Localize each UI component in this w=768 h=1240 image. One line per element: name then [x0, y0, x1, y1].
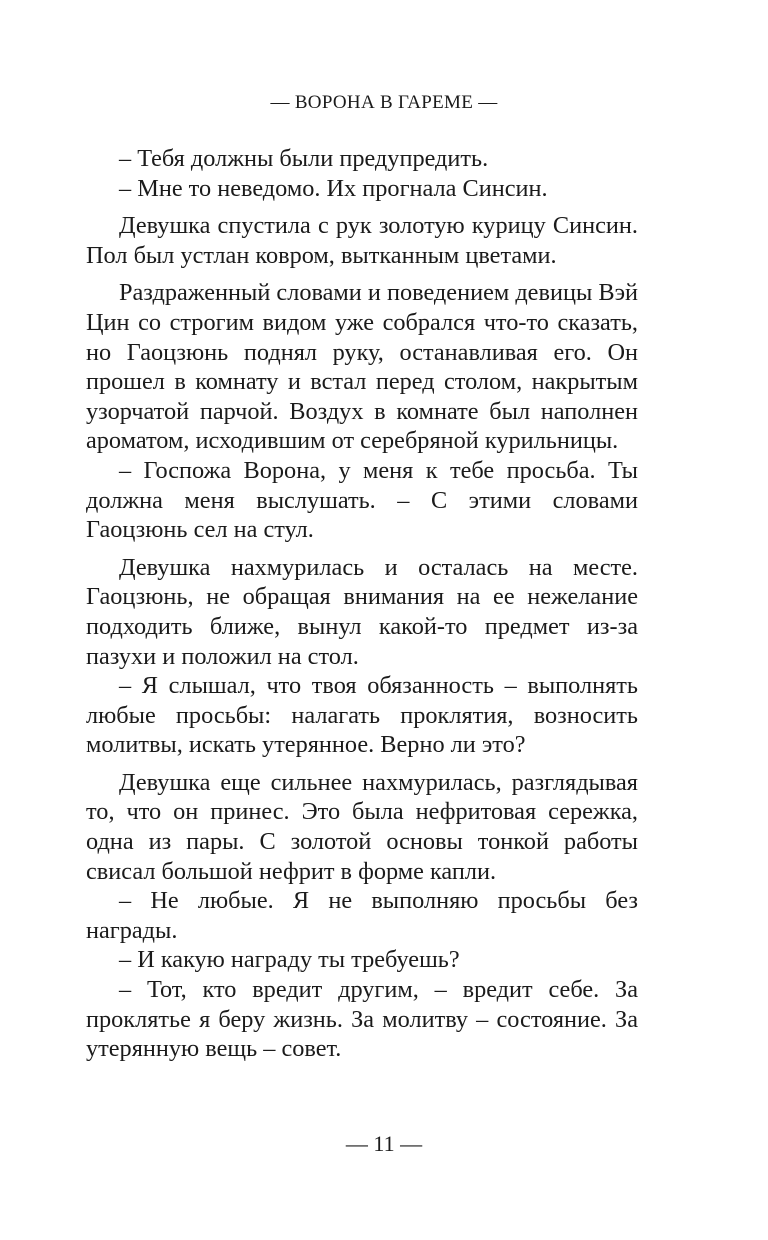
- paragraph: – Мне то неведомо. Их прогнала Синсин.: [119, 174, 548, 202]
- paragraph: – Я слышал, что твоя обязанность – выполнять любые просьбы: налагать проклятия, возносить молитвы, искать утерянное. Верно ли это?: [86, 672, 638, 759]
- paragraph: – Тот, кто вредит другим, – вредит себе. За проклятье я беру жизнь. За молитву – состояние. За утерянную вещь – совет.: [86, 976, 638, 1063]
- paragraph: – Госпожа Ворона, у меня к тебе просьба. Ты должна меня выслушать. – С этими словами Гаоцзюнь сел на стул.: [86, 456, 638, 544]
- page-number: — 11 —: [345, 1131, 423, 1156]
- paragraph: – Не любые. Я не выполняю просьбы без награды.: [86, 887, 638, 944]
- running-header: — ВОРОНА В ГАРЕМЕ —: [270, 92, 498, 113]
- paragraph: Девушка еще сильнее нахмурилась, разглядывая то, что он принес. Это была нефритовая сережка, одна из пары. С золотой основы тонкой работы свисал большой нефрит в форме капли.: [86, 768, 638, 885]
- paragraph: – И какую награду ты требуешь?: [119, 946, 460, 974]
- body-text: [86, 144, 638, 1064]
- paragraph: Девушка нахмурилась и осталась на месте. Гаоцзюнь, не обращая внимания на ее нежелание подходить ближе, вынул какой-то предмет из-за пазухи и положил на стол.: [86, 553, 638, 670]
- paragraph: Раздраженный словами и поведением девицы Вэй Цин со строгим видом уже собрался что-то сказать, но Гаоцзюнь поднял руку, останавливая его. Он прошел в комнату и встал перед столом, накрытым узорчатой парчой. Воздух в комнате был наполнен ароматом, исходившим от серебряной курильницы.: [86, 279, 638, 455]
- paragraph: Девушка спустила с рук золотую курицу Синсин. Пол был устлан ковром, вытканным цветами.: [86, 212, 638, 269]
- paragraph: – Тебя должны были предупредить.: [119, 145, 489, 172]
